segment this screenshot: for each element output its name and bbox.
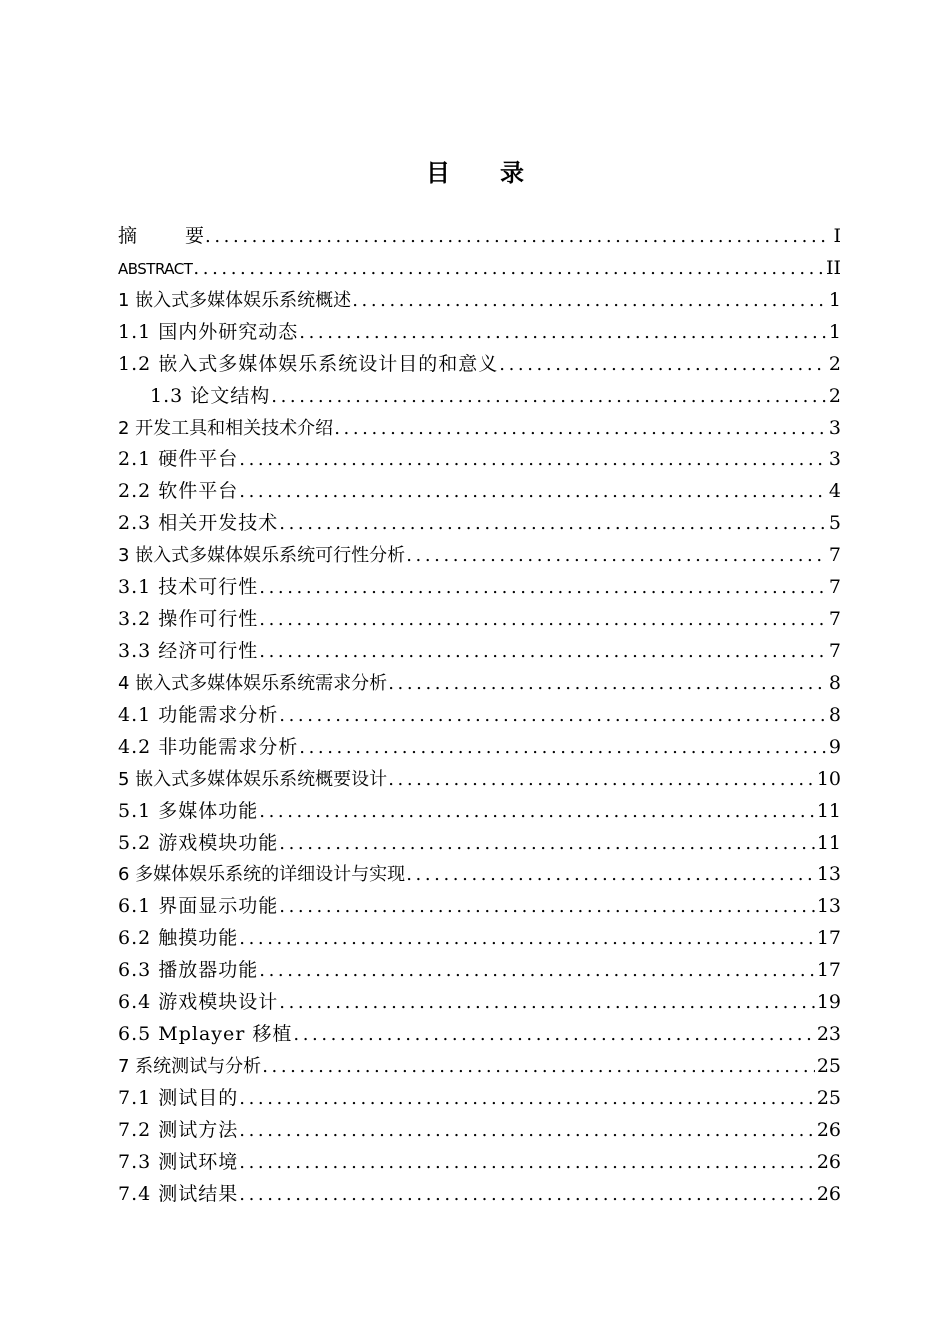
dot-leader xyxy=(387,668,827,700)
toc-entry-label: 4.2 非功能需求分析 xyxy=(118,735,299,758)
toc-entry-abstract[interactable] xyxy=(118,253,841,285)
dot-leader xyxy=(192,253,824,285)
toc-entry-page: 7 xyxy=(828,639,841,662)
toc-entry[interactable] xyxy=(118,764,841,796)
toc-entry-label: 3.1 技术可行性 xyxy=(118,576,259,599)
toc-entry[interactable] xyxy=(118,859,841,891)
dot-leader xyxy=(405,540,827,572)
toc-entry[interactable] xyxy=(118,476,841,508)
toc-entry-page: 1 xyxy=(828,288,841,311)
dot-leader xyxy=(238,1179,815,1211)
toc-entry-label: 7.3 测试环境 xyxy=(118,1150,239,1173)
title-char-1: 目 xyxy=(426,159,450,187)
toc-entry[interactable] xyxy=(118,1083,841,1115)
dot-leader xyxy=(238,1147,815,1179)
toc-entry-label: 3.3 经济可行性 xyxy=(118,639,259,662)
toc-entry-label: ABSTRACT xyxy=(118,259,193,278)
toc-entry-page: 10 xyxy=(816,767,841,790)
toc-entry-page: 13 xyxy=(816,863,841,886)
toc-entry-label: 7.2 测试方法 xyxy=(118,1118,239,1141)
toc-entry[interactable] xyxy=(118,891,841,923)
toc-entry-page: 26 xyxy=(816,1150,841,1173)
toc-entry[interactable] xyxy=(118,1179,841,1211)
dot-leader xyxy=(333,413,827,445)
toc-entry-label: 1 嵌入式多媒体娱乐系统概述 xyxy=(118,289,352,311)
toc-entry-page: 9 xyxy=(828,735,841,758)
toc-entry-page: 11 xyxy=(816,799,841,822)
toc-entry-label: 1.1 国内外研究动态 xyxy=(118,320,299,343)
table-of-contents xyxy=(118,221,841,1211)
toc-entry-page: 19 xyxy=(816,991,841,1014)
toc-entry-label: 2.1 硬件平台 xyxy=(118,448,239,471)
toc-entry-page: 3 xyxy=(828,448,841,471)
toc-entry-label: 3 嵌入式多媒体娱乐系统可行性分析 xyxy=(118,545,406,567)
toc-entry-label: 5 嵌入式多媒体娱乐系统概要设计 xyxy=(118,768,388,790)
toc-entry-label: 6.1 界面显示功能 xyxy=(118,895,279,918)
dot-leader xyxy=(204,221,831,253)
toc-entry-page: 25 xyxy=(816,1054,841,1077)
toc-entry-page: 7 xyxy=(828,544,841,567)
toc-entry-summary[interactable] xyxy=(118,221,841,253)
toc-entry[interactable] xyxy=(118,668,841,700)
toc-entry[interactable] xyxy=(118,987,841,1019)
toc-entry-label: 4 嵌入式多媒体娱乐系统需求分析 xyxy=(118,672,388,694)
toc-entry[interactable] xyxy=(118,540,841,572)
toc-entry-label: 7 系统测试与分析 xyxy=(118,1055,262,1077)
toc-entry-label: 6 多媒体娱乐系统的详细设计与实现 xyxy=(118,864,406,886)
toc-entry[interactable] xyxy=(118,444,841,476)
toc-entry-page: 8 xyxy=(828,671,841,694)
toc-entry[interactable] xyxy=(118,636,841,668)
toc-entry-label: 1.3 论文结构 xyxy=(150,384,271,407)
dot-leader xyxy=(278,828,815,860)
toc-entry[interactable] xyxy=(118,572,841,604)
toc-entry-label: 3.2 操作可行性 xyxy=(118,608,259,631)
toc-entry-page: 13 xyxy=(816,895,841,918)
toc-entry-page: 17 xyxy=(816,959,841,982)
dot-leader xyxy=(387,764,815,796)
toc-entry-page: I xyxy=(833,225,841,247)
dot-leader xyxy=(351,285,827,317)
toc-entry-page: 2 xyxy=(828,352,841,375)
dot-leader xyxy=(292,1019,814,1051)
dot-leader xyxy=(258,604,827,636)
dot-leader xyxy=(278,891,815,923)
dot-leader xyxy=(405,859,815,891)
dot-leader xyxy=(270,381,827,413)
toc-entry[interactable] xyxy=(118,732,841,764)
toc-entry-label: 6.3 播放器功能 xyxy=(118,959,259,982)
dot-leader xyxy=(258,955,815,987)
toc-entry[interactable] xyxy=(118,285,841,317)
dot-leader xyxy=(238,1115,815,1147)
dot-leader xyxy=(261,1051,815,1083)
toc-entry-page: 26 xyxy=(816,1182,841,1205)
toc-entry[interactable] xyxy=(118,381,841,413)
toc-entry[interactable] xyxy=(118,317,841,349)
toc-entry[interactable] xyxy=(118,1019,841,1051)
toc-entry[interactable] xyxy=(118,923,841,955)
dot-leader xyxy=(258,572,827,604)
dot-leader xyxy=(498,349,827,381)
toc-entry-label: 5.2 游戏模块功能 xyxy=(118,831,279,854)
toc-entry-label: 6.4 游戏模块设计 xyxy=(118,991,279,1014)
summary-label-char-2: 要 xyxy=(185,225,205,247)
toc-entry-label: 6.2 触摸功能 xyxy=(118,927,239,950)
toc-entry-page: 7 xyxy=(828,576,841,599)
toc-entry-page: 11 xyxy=(816,831,841,854)
toc-entry-page: 17 xyxy=(816,927,841,950)
page-title xyxy=(0,156,950,190)
dot-leader xyxy=(278,987,815,1019)
toc-entry[interactable] xyxy=(118,1147,841,1179)
toc-entry-page: 26 xyxy=(816,1118,841,1141)
toc-entry-label: 2 开发工具和相关技术介绍 xyxy=(118,417,334,439)
toc-entry-label: 2.2 软件平台 xyxy=(118,480,239,503)
toc-entry-page: 1 xyxy=(828,320,841,343)
dot-leader xyxy=(238,444,827,476)
toc-entry[interactable] xyxy=(118,349,841,381)
toc-entry-label: 7.1 测试目的 xyxy=(118,1086,239,1109)
toc-entry-label xyxy=(118,221,204,253)
toc-entry-label: 2.3 相关开发技术 xyxy=(118,512,279,535)
dot-leader xyxy=(298,317,827,349)
toc-entry-page: 25 xyxy=(816,1086,841,1109)
toc-entry-label: 5.1 多媒体功能 xyxy=(118,799,259,822)
toc-entry-page: II xyxy=(825,256,841,279)
toc-entry-page: 2 xyxy=(828,384,841,407)
dot-leader xyxy=(278,700,827,732)
title-char-2: 录 xyxy=(500,159,524,187)
dot-leader xyxy=(238,1083,815,1115)
toc-entry-page: 7 xyxy=(828,608,841,631)
toc-entry-label: 7.4 测试结果 xyxy=(118,1182,239,1205)
toc-entry-label: 4.1 功能需求分析 xyxy=(118,703,279,726)
dot-leader xyxy=(238,476,827,508)
toc-entry-label: 6.5 Mplayer 移植 xyxy=(118,1023,293,1046)
dot-leader xyxy=(238,923,815,955)
toc-entry-page: 4 xyxy=(828,480,841,503)
summary-label-char-1: 摘 xyxy=(118,225,138,247)
toc-entry[interactable] xyxy=(118,828,841,860)
toc-entry-label: 1.2 嵌入式多媒体娱乐系统设计目的和意义 xyxy=(118,352,499,375)
toc-entry[interactable] xyxy=(118,1115,841,1147)
toc-entry[interactable] xyxy=(118,796,841,828)
toc-entry-page: 8 xyxy=(828,703,841,726)
dot-leader xyxy=(258,796,815,828)
toc-entry-page: 5 xyxy=(828,512,841,535)
toc-entry[interactable] xyxy=(118,413,841,445)
toc-entry[interactable] xyxy=(118,1051,841,1083)
dot-leader xyxy=(258,636,827,668)
toc-entry[interactable] xyxy=(118,955,841,987)
toc-entry[interactable] xyxy=(118,700,841,732)
toc-entry-page: 23 xyxy=(816,1023,841,1046)
toc-entry[interactable] xyxy=(118,604,841,636)
toc-entry-page: 3 xyxy=(828,416,841,439)
dot-leader xyxy=(298,732,827,764)
toc-entry[interactable] xyxy=(118,508,841,540)
dot-leader xyxy=(278,508,827,540)
